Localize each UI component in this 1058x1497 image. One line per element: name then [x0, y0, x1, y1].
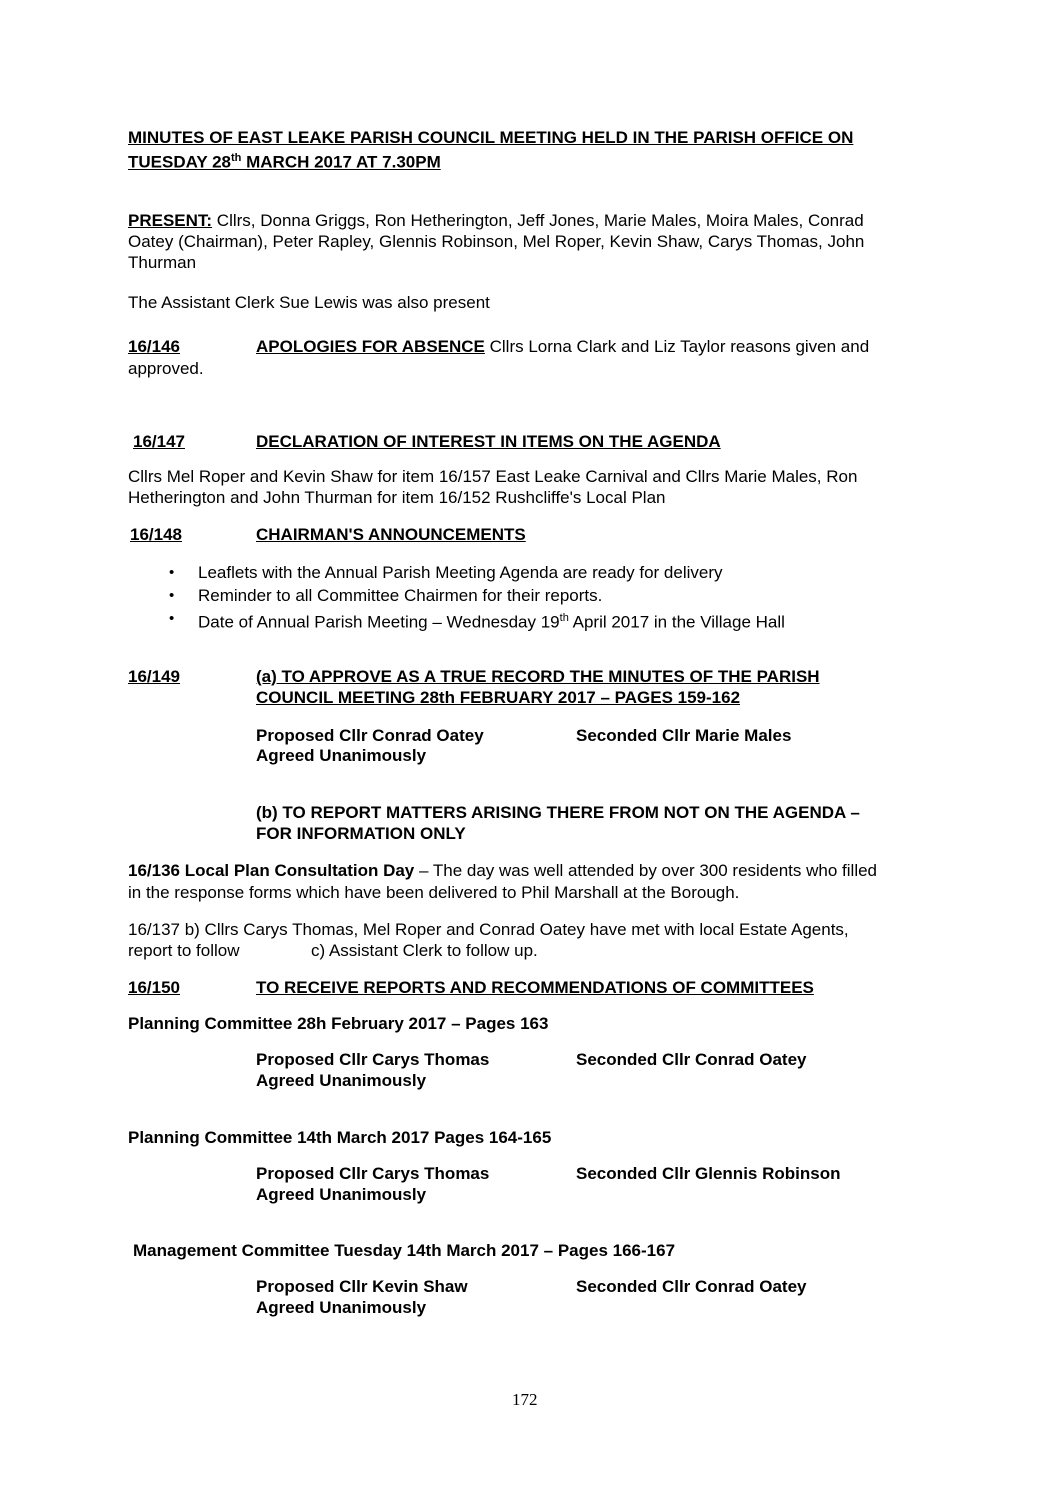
item-146-number: 16/146 [128, 337, 180, 356]
matter-16-136-title: 16/136 Local Plan Consultation Day [128, 861, 415, 880]
item-148-heading: CHAIRMAN'S ANNOUNCEMENTS [256, 525, 526, 544]
proposed-by: Proposed Cllr Carys Thomas [256, 1050, 490, 1069]
seconded-by: Seconded Cllr Conrad Oatey [576, 1050, 807, 1069]
present-line-1 [128, 210, 864, 231]
matter-16-136-text: – The day was well attended by over 300 residents who filled [414, 861, 878, 880]
proposed-by: Proposed Cllr Conrad Oatey [256, 726, 484, 745]
item-149-heading-b-line-1: (b) TO REPORT MATTERS ARISING THERE FROM NOT ON THE AGENDA – [256, 803, 860, 822]
item-150-number: 16/150 [128, 978, 180, 997]
item-147-number: 16/147 [133, 432, 185, 451]
announcement-item: Reminder to all Committee Chairmen for their reports. [198, 586, 603, 605]
item-149-heading-a-line-2: COUNCIL MEETING 28th FEBRUARY 2017 – PAGES 159-162 [256, 688, 741, 707]
announcement-date-suffix: th [559, 612, 569, 624]
matter-16-137-line-2b: c) Assistant Clerk to follow up. [311, 941, 538, 960]
agreed-unanimously: Agreed Unanimously [256, 1185, 427, 1204]
title-date-suffix: th [231, 152, 242, 164]
agreed-unanimously: Agreed Unanimously [256, 1071, 427, 1090]
proposed-by: Proposed Cllr Kevin Shaw [256, 1277, 468, 1296]
announcement-item: Leaflets with the Annual Parish Meeting Agenda are ready for delivery [198, 563, 723, 582]
committee-report-title: Management Committee Tuesday 14th March 2017 – Pages 166-167 [133, 1241, 676, 1260]
present-names-1: Cllrs, Donna Griggs, Ron Hetherington, Jeff Jones, Marie Males, Moira Males, Conrad [212, 211, 864, 230]
matter-16-136-line-2: in the response forms which have been delivered to Phil Marshall at the Borough. [128, 883, 740, 902]
seconded-by: Seconded Cllr Conrad Oatey [576, 1277, 807, 1296]
committee-report-title: Planning Committee 14th March 2017 Pages 164-165 [128, 1128, 552, 1147]
title-date-rest: MARCH 2017 AT 7.30PM [241, 152, 441, 172]
seconded-by: Seconded Cllr Glennis Robinson [576, 1164, 841, 1183]
agreed-unanimously: Agreed Unanimously [256, 1298, 427, 1317]
bullet-marker: • [169, 610, 175, 627]
item-147-line-1: Cllrs Mel Roper and Kevin Shaw for item 16/157 East Leake Carnival and Cllrs Marie Males, Ron [128, 467, 858, 486]
page-number: 172 [512, 1390, 538, 1409]
item-146-text: Cllrs Lorna Clark and Liz Taylor reasons given and [484, 337, 870, 356]
minutes-title-line-1: MINUTES OF EAST LEAKE PARISH COUNCIL MEETING HELD IN THE PARISH OFFICE ON [128, 128, 854, 147]
item-149-heading-b-line-2: FOR INFORMATION ONLY [256, 824, 466, 843]
present-line-2: Oatey (Chairman), Peter Rapley, Glennis Robinson, Mel Roper, Kevin Shaw, Carys Thomas, John [128, 232, 865, 251]
present-line-3: Thurman [128, 253, 197, 272]
item-149-heading-a-line-1: (a) TO APPROVE AS A TRUE RECORD THE MINUTES OF THE PARISH [256, 667, 820, 686]
matter-16-136-line-1 [128, 860, 877, 881]
committee-report-title: Planning Committee 28h February 2017 – Pages 163 [128, 1014, 549, 1033]
title-date-prefix: TUESDAY 28 [128, 152, 231, 172]
item-146-line-1 [256, 336, 869, 357]
announcement-date-rest: April 2017 in the Village Hall [568, 612, 785, 632]
item-147-line-2: Hetherington and John Thurman for item 16/152 Rushcliffe's Local Plan [128, 488, 666, 507]
matter-16-137-line-2a: report to follow [128, 941, 240, 960]
minutes-title-line-2 [128, 148, 441, 173]
item-148-number: 16/148 [130, 525, 182, 544]
item-149-number: 16/149 [128, 667, 180, 686]
matter-16-137-line-1: 16/137 b) Cllrs Carys Thomas, Mel Roper and Conrad Oatey have met with local Estate Agents, [128, 920, 849, 939]
present-label: PRESENT: [128, 211, 213, 230]
bullet-marker: • [169, 564, 175, 581]
announcement-date-prefix: Date of Annual Parish Meeting – Wednesday 19 [198, 612, 560, 632]
item-146-line-2: approved. [128, 359, 204, 378]
item-146-heading: APOLOGIES FOR ABSENCE [256, 337, 485, 356]
seconded-by: Seconded Cllr Marie Males [576, 726, 792, 745]
bullet-marker: • [169, 587, 175, 604]
item-150-heading: TO RECEIVE REPORTS AND RECOMMENDATIONS OF COMMITTEES [256, 978, 814, 997]
item-147-heading: DECLARATION OF INTEREST IN ITEMS ON THE AGENDA [256, 432, 721, 451]
assistant-clerk-note: The Assistant Clerk Sue Lewis was also present [128, 293, 490, 312]
proposed-by: Proposed Cllr Carys Thomas [256, 1164, 490, 1183]
announcement-item [198, 608, 785, 633]
agreed-unanimously: Agreed Unanimously [256, 746, 427, 765]
